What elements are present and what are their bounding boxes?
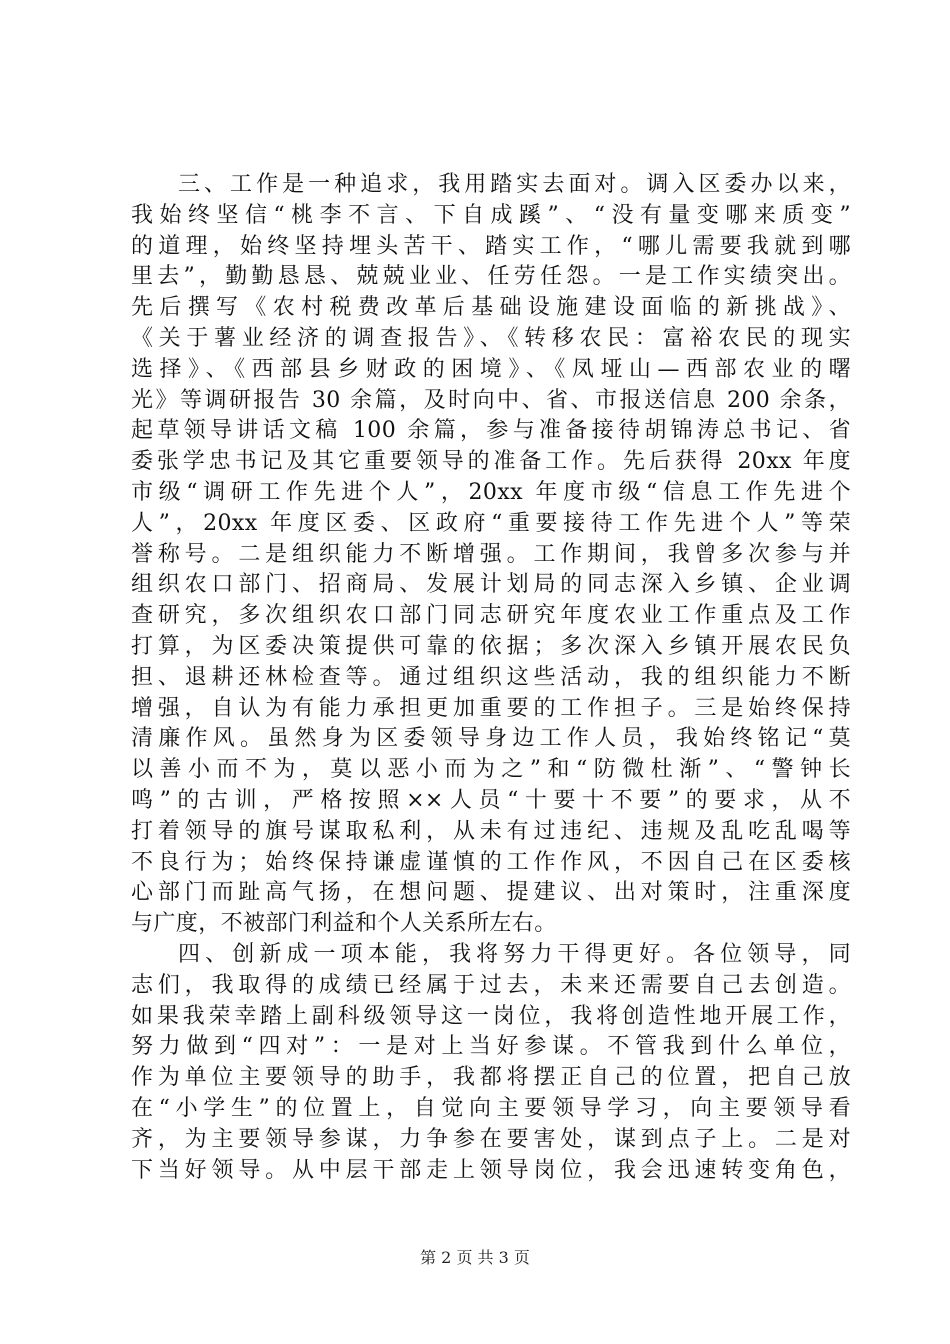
- text-line: 我始终坚信“桃李不言、下自成蹊”、“没有量变哪来质变”: [131, 202, 851, 228]
- text-line: 起草领导讲话文稿 100 余篇，参与准备接待胡锦涛总书记、省: [131, 418, 851, 444]
- text-line: 努力做到“四对”：一是对上当好参谋。不管我到什么单位，: [131, 1034, 851, 1060]
- text-line-last: 与广度，不被部门利益和个人关系所左右。: [131, 911, 557, 937]
- text-line: 光》等调研报告 30 余篇，及时向中、省、市报送信息 200 余条，: [131, 387, 851, 413]
- text-line: 心部门而趾高气扬，在想问题、提建议、出对策时，注重深度: [131, 880, 851, 906]
- text-line: 选择》、《西部县乡财政的困境》、《凤垭山—西部农业的曙: [131, 356, 851, 382]
- text-line: 以善小而不为，莫以恶小而为之”和“防微杜渐”、“警钟长: [131, 757, 851, 783]
- text-line: 先后撰写《农村税费改革后基础设施建设面临的新挑战》、: [131, 295, 851, 321]
- document-body: [131, 170, 851, 1186]
- paragraph-3: [131, 170, 851, 940]
- text-line: 打着领导的旗号谋取私利，从未有过违纪、违规及乱吃乱喝等: [131, 818, 851, 844]
- paragraph-4: [131, 940, 851, 1186]
- text-line: 组织农口部门、招商局、发展计划局的同志深入乡镇、企业调: [131, 572, 851, 598]
- text-line: 如果我荣幸踏上副科级领导这一岗位，我将创造性地开展工作，: [131, 1003, 851, 1029]
- text-line: 打算，为区委决策提供可靠的依据；多次深入乡镇开展农民负: [131, 633, 851, 659]
- text-line: 三、工作是一种追求，我用踏实去面对。调入区委办以来，: [178, 172, 851, 197]
- text-line: 委张学忠书记及其它重要领导的准备工作。先后获得 20xx 年度: [131, 449, 851, 475]
- text-line: 志们，我取得的成绩已经属于过去，未来还需要自己去创造。: [131, 972, 851, 998]
- text-line: 里去”，勤勤恳恳、兢兢业业、任劳任怨。一是工作实绩突出。: [131, 264, 851, 290]
- text-line: 查研究，多次组织农口部门同志研究年度农业工作重点及工作: [131, 603, 851, 629]
- text-line: 在“小学生”的位置上，自觉向主要领导学习，向主要领导看: [131, 1095, 851, 1121]
- text-line: 人”，20xx 年度区委、区政府“重要接待工作先进个人”等荣: [131, 510, 851, 536]
- text-line: 齐，为主要领导参谋，力争参在要害处，谋到点子上。二是对: [131, 1126, 851, 1152]
- text-line: 鸣”的古训，严格按照××人员“十要十不要”的要求，从不: [131, 787, 851, 813]
- text-line: 不良行为；始终保持谦虚谨慎的工作作风，不因自己在区委核: [131, 849, 851, 875]
- page-number-footer: 第 2 页 共 3 页: [420, 1248, 530, 1267]
- text-line: 下当好领导。从中层干部走上领导岗位，我会迅速转变角色，: [131, 1157, 851, 1183]
- text-line: 誉称号。二是组织能力不断增强。工作期间，我曾多次参与并: [131, 541, 851, 567]
- text-line: 作为单位主要领导的助手，我都将摆正自己的位置，把自己放: [131, 1065, 851, 1091]
- text-line: 四、创新成一项本能，我将努力干得更好。各位领导，同: [178, 941, 851, 967]
- text-line: 的道理，始终坚持埋头苦干、踏实工作，“哪儿需要我就到哪: [131, 233, 851, 259]
- text-line: 清廉作风。虽然身为区委领导身边工作人员，我始终铭记“莫: [131, 726, 851, 752]
- text-line: 增强，自认为有能力承担更加重要的工作担子。三是始终保持: [131, 695, 851, 721]
- text-line: 担、退耕还林检查等。通过组织这些活动，我的组织能力不断: [131, 664, 851, 690]
- text-line: 《关于薯业经济的调查报告》、《转移农民：富裕农民的现实: [131, 325, 851, 351]
- text-line: 市级“调研工作先进个人”，20xx 年度市级“信息工作先进个: [131, 479, 851, 505]
